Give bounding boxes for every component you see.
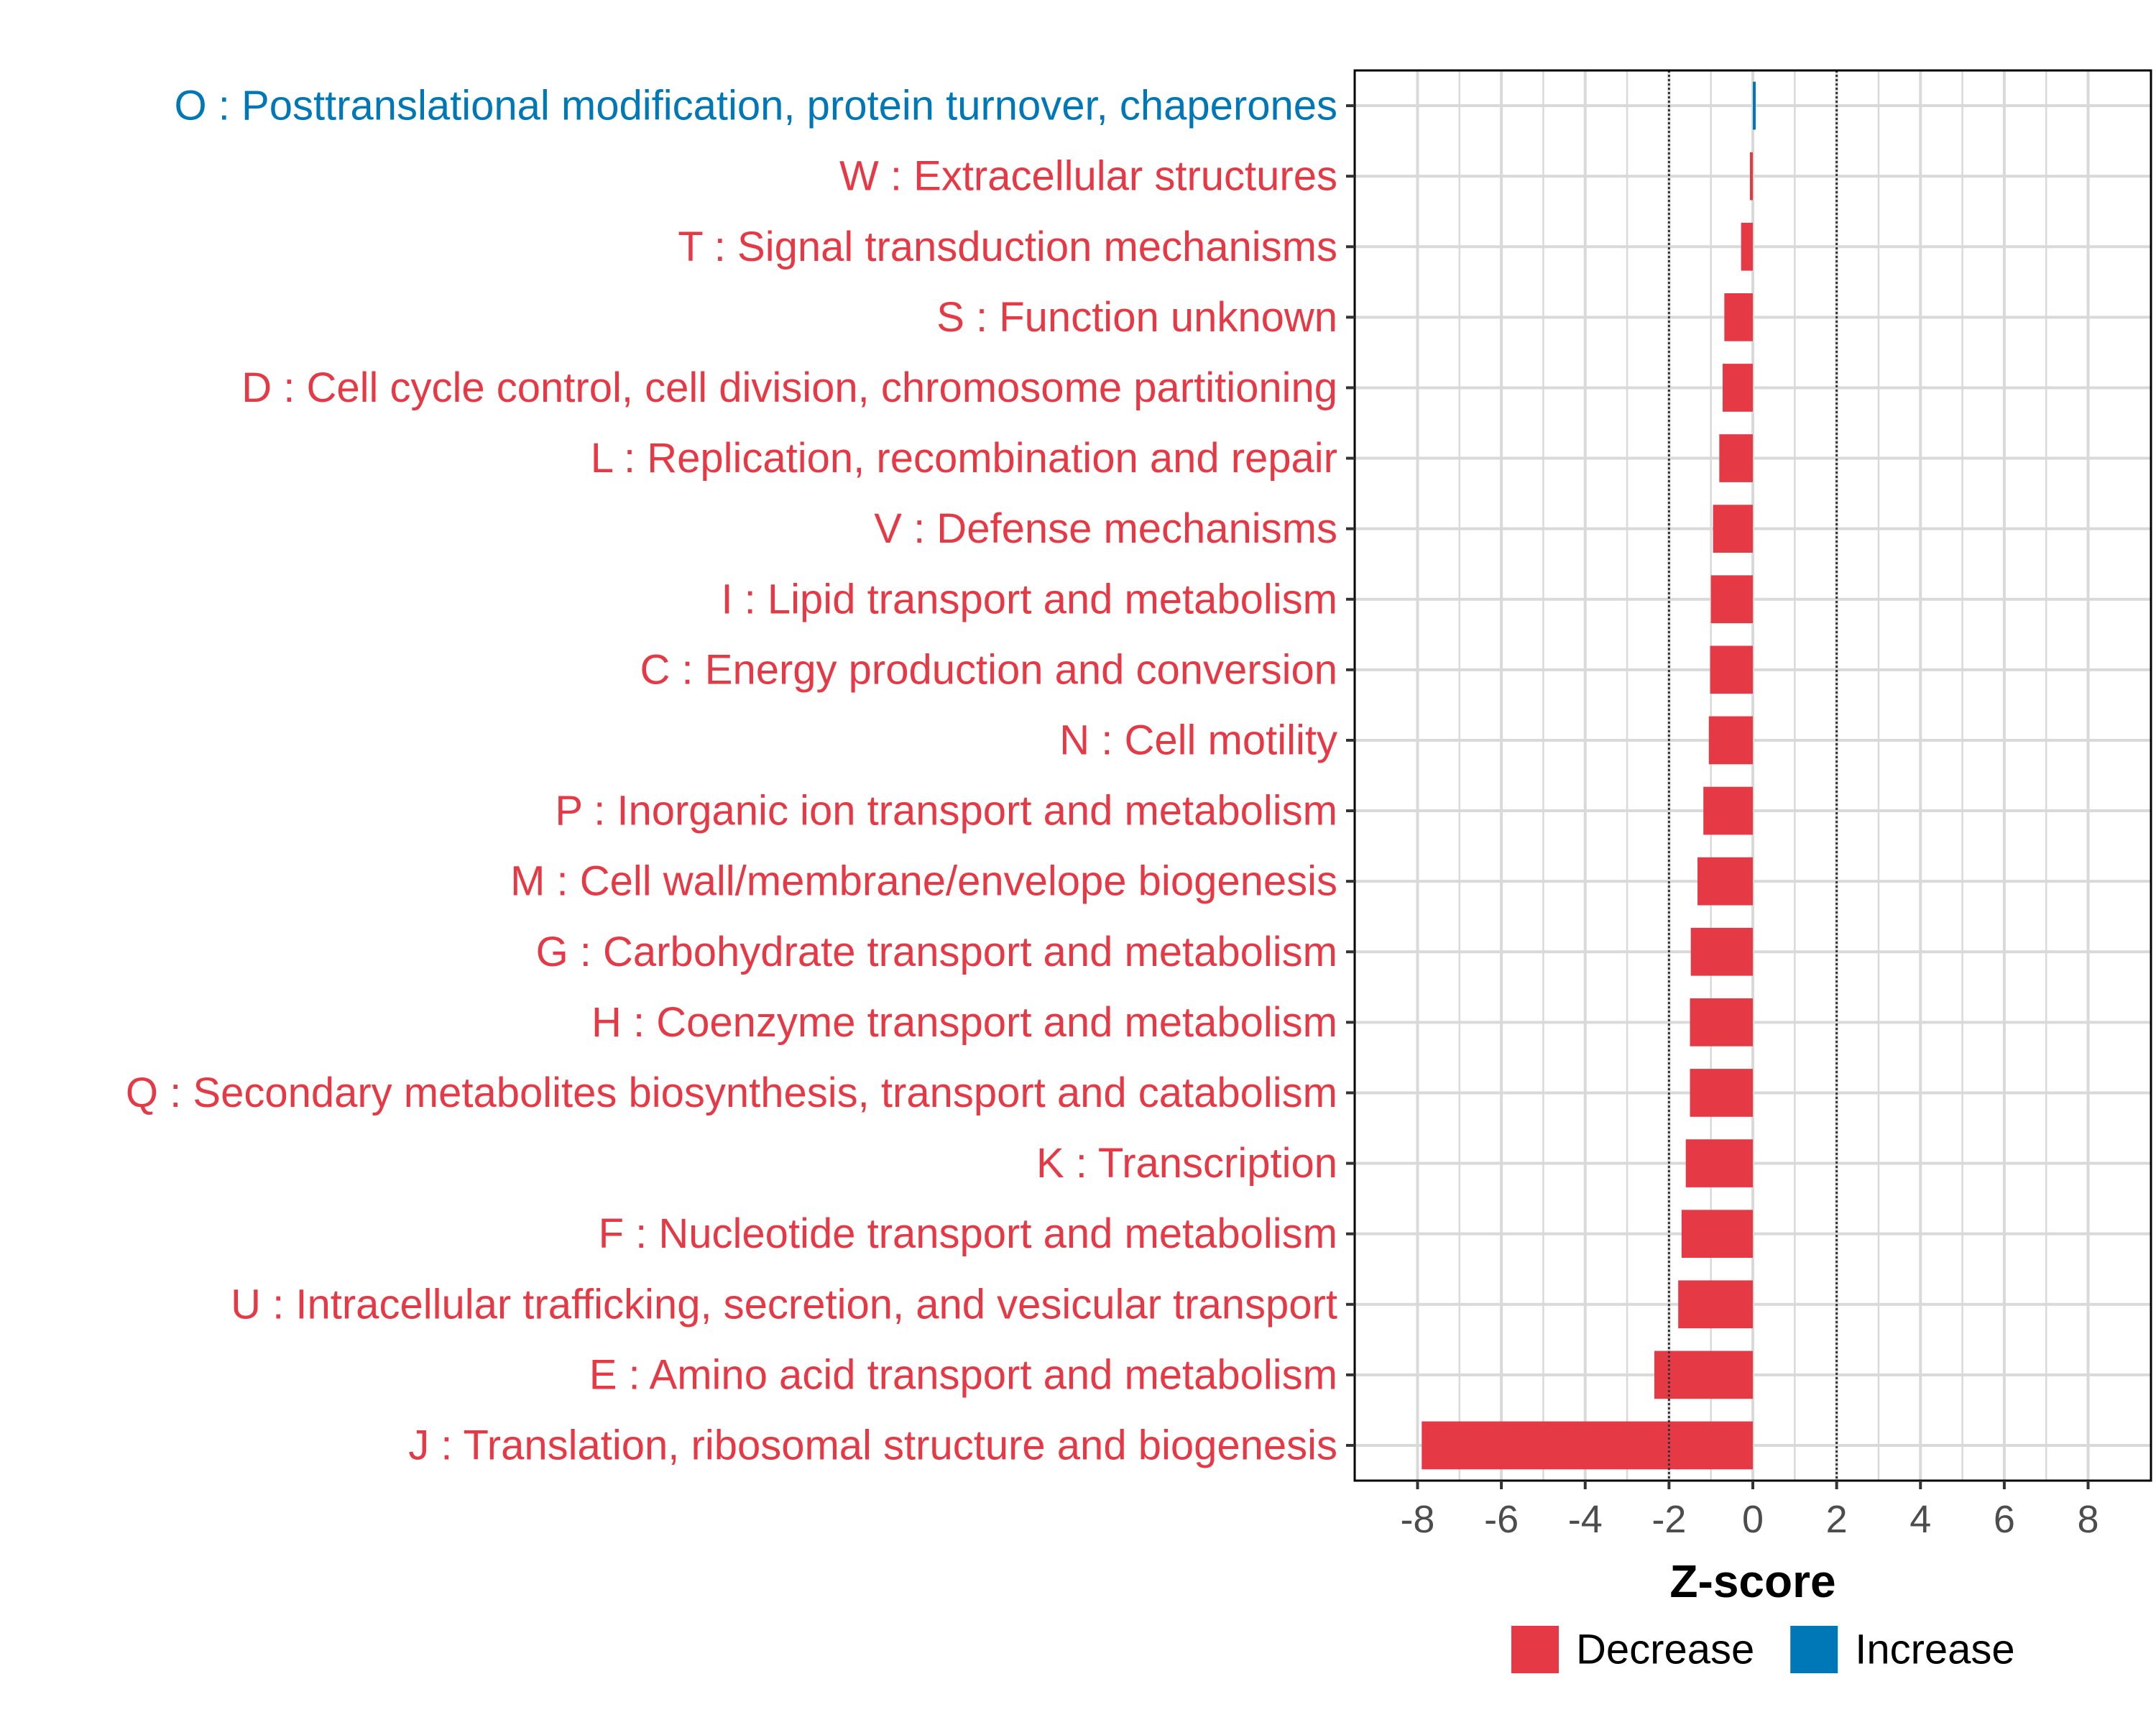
legend[interactable] xyxy=(1511,1626,2015,1673)
category-label: M : Cell wall/membrane/envelope biogenesis xyxy=(510,857,1337,905)
x-tick-label: 6 xyxy=(1993,1498,2015,1541)
category-label: W : Extracellular structures xyxy=(839,152,1337,200)
bar xyxy=(1741,223,1753,271)
bar xyxy=(1422,1422,1753,1470)
x-tick-label: -8 xyxy=(1400,1498,1435,1541)
x-tick-label: 8 xyxy=(2077,1498,2099,1541)
category-label: T : Signal transduction mechanisms xyxy=(678,223,1337,270)
legend-swatch xyxy=(1511,1626,1559,1673)
bar xyxy=(1711,575,1753,623)
bar xyxy=(1703,787,1753,835)
x-tick-label: 2 xyxy=(1825,1498,1848,1541)
bar xyxy=(1690,998,1753,1046)
category-labels xyxy=(126,83,1355,1469)
bar xyxy=(1713,505,1753,553)
bar xyxy=(1678,1280,1753,1328)
category-label: G : Carbohydrate transport and metabolism xyxy=(535,928,1337,975)
category-label: C : Energy production and conversion xyxy=(640,646,1337,694)
x-tick-label: 0 xyxy=(1741,1498,1764,1541)
legend-label: Decrease xyxy=(1576,1626,1755,1673)
category-label: L : Replication, recombination and repair xyxy=(590,435,1337,482)
bar xyxy=(1682,1210,1753,1258)
legend-item-increase[interactable] xyxy=(1790,1626,2014,1673)
bar xyxy=(1691,928,1753,976)
category-label: S : Function unknown xyxy=(936,293,1337,341)
x-axis-title: Z-score xyxy=(1669,1555,1836,1607)
x-tick-label: -4 xyxy=(1567,1498,1603,1541)
category-label: D : Cell cycle control, cell division, chromosome partitioning xyxy=(241,364,1337,411)
x-axis xyxy=(1400,1481,2099,1541)
x-tick-label: -6 xyxy=(1484,1498,1519,1541)
gridlines xyxy=(1355,70,2151,1481)
category-label: N : Cell motility xyxy=(1059,717,1337,764)
bar xyxy=(1710,645,1753,694)
legend-swatch xyxy=(1790,1626,1838,1673)
category-label: O : Posttranslational modification, protein turnover, chaperones xyxy=(174,82,1337,129)
category-label: P : Inorganic ion transport and metabolism xyxy=(555,787,1337,834)
x-tick-label: -2 xyxy=(1651,1498,1687,1541)
bar xyxy=(1724,293,1753,341)
category-label: Q : Secondary metabolites biosynthesis, transport and catabolism xyxy=(125,1069,1337,1116)
category-label: K : Transcription xyxy=(1036,1140,1337,1187)
bar xyxy=(1709,717,1753,765)
category-label: J : Translation, ribosomal structure and biogenesis xyxy=(408,1422,1337,1469)
category-label: V : Defense mechanisms xyxy=(874,505,1337,553)
bar xyxy=(1753,82,1756,130)
category-label: F : Nucleotide transport and metabolism xyxy=(598,1210,1337,1258)
x-tick-label: 4 xyxy=(1909,1498,1932,1541)
bar xyxy=(1719,434,1753,482)
category-label: I : Lipid transport and metabolism xyxy=(721,576,1337,623)
category-label: E : Amino acid transport and metabolism xyxy=(589,1351,1337,1399)
bar xyxy=(1697,857,1753,906)
category-label: H : Coenzyme transport and metabolism xyxy=(591,998,1337,1046)
bars xyxy=(1422,82,1756,1470)
bar xyxy=(1723,364,1753,412)
bar xyxy=(1690,1069,1753,1117)
bar xyxy=(1686,1139,1753,1187)
bar xyxy=(1750,152,1753,201)
legend-label: Increase xyxy=(1855,1626,2015,1673)
legend-item-decrease[interactable] xyxy=(1511,1626,1754,1673)
category-label: U : Intracellular trafficking, secretion, and vesicular transport xyxy=(231,1281,1337,1328)
